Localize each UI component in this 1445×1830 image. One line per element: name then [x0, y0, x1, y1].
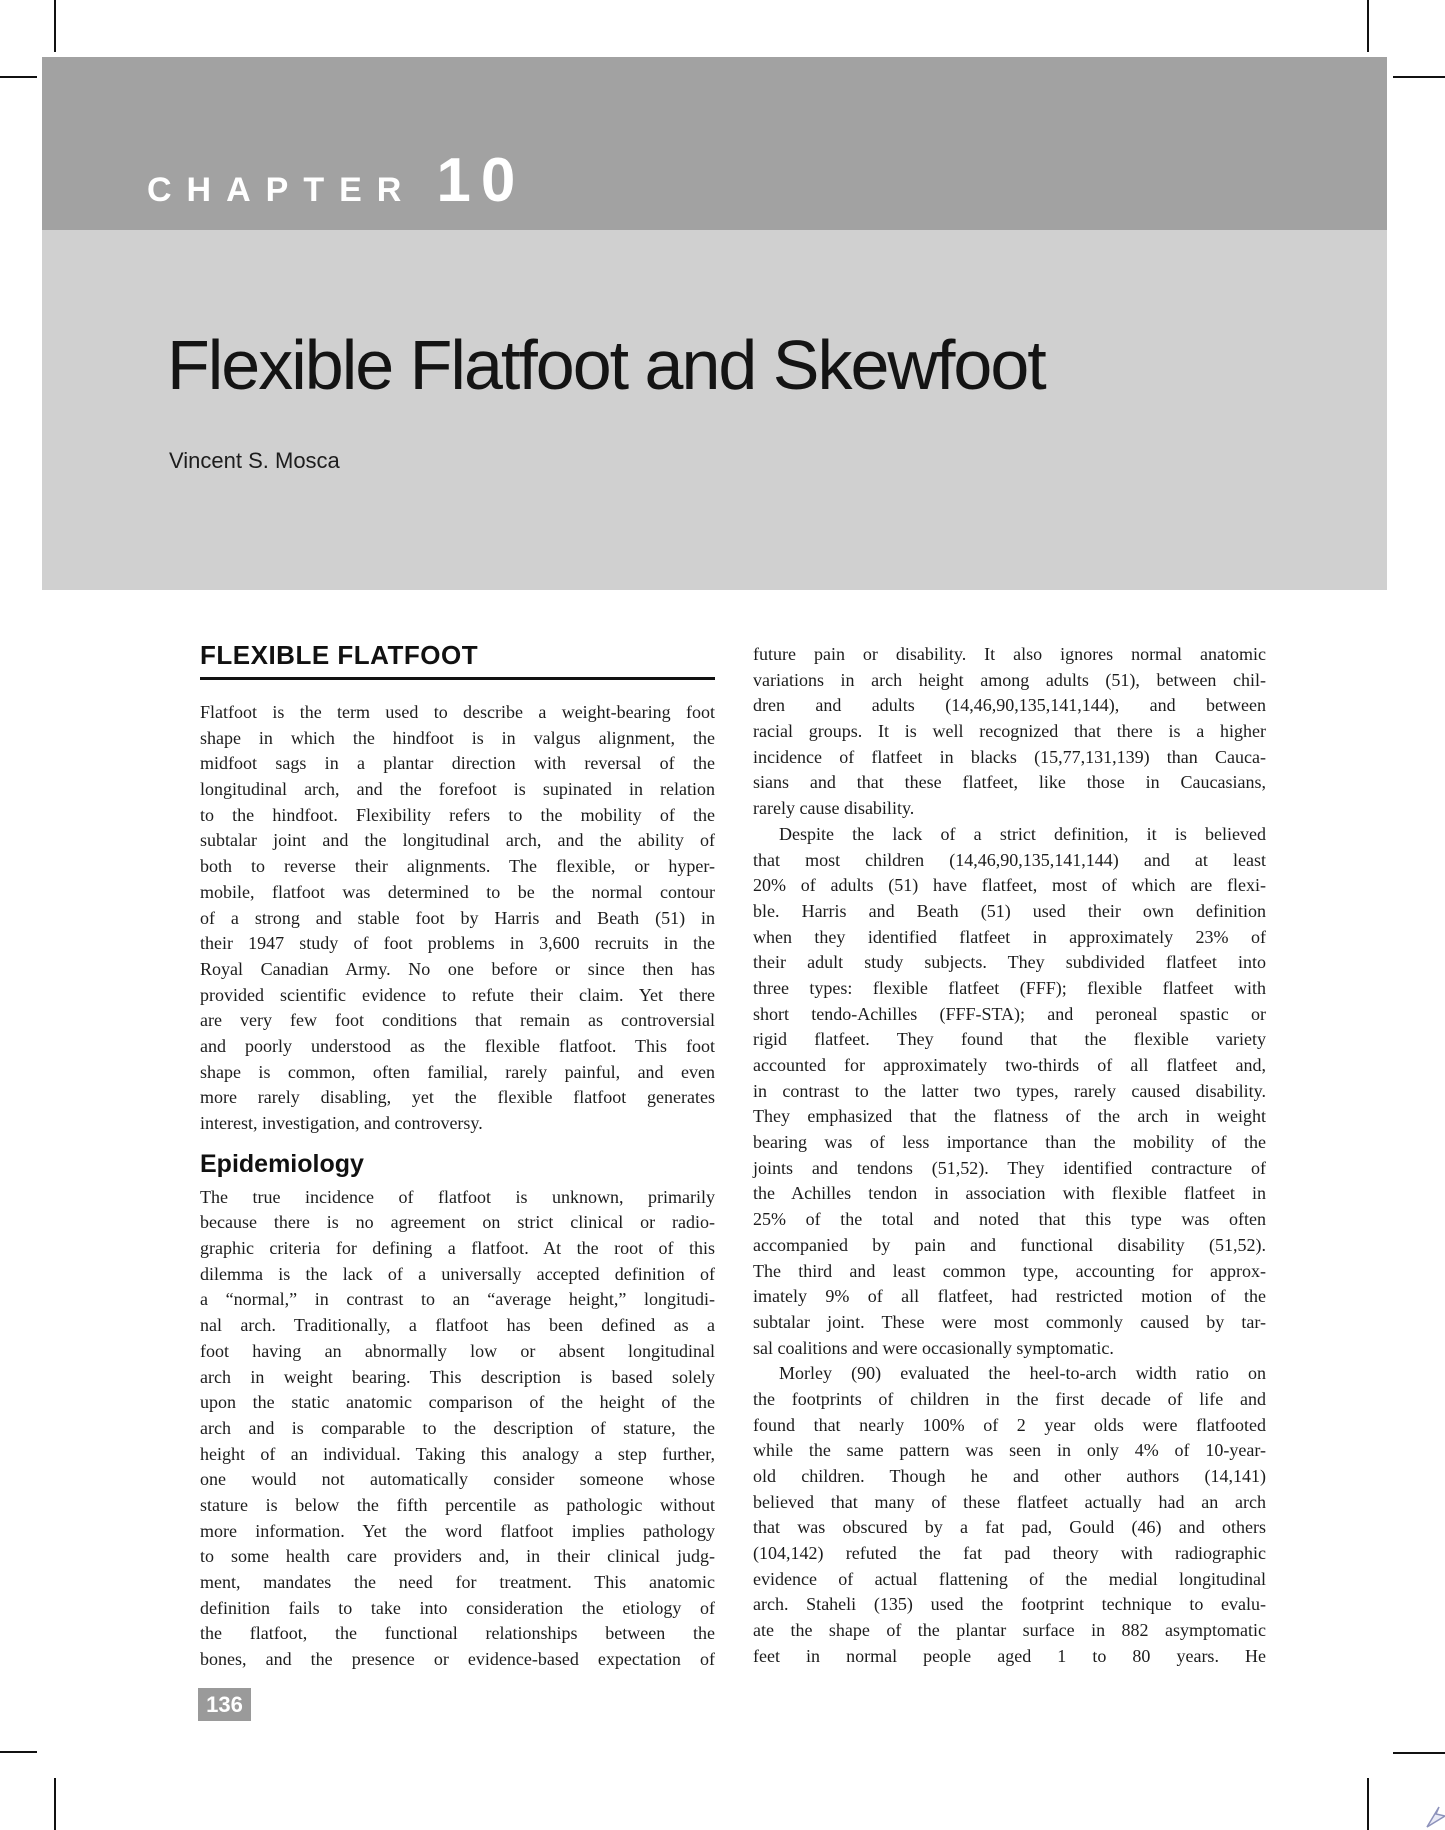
text-line: to the hindfoot. Flexibility refers to the mobility of the: [200, 804, 715, 825]
text-line: (104,142) refuted the fat pad theory with radiographic: [753, 1543, 1266, 1564]
text-line: more information. Yet the word flatfoot implies pathology: [200, 1520, 715, 1541]
crop-mark-top-right-vertical: [1367, 0, 1369, 52]
text-line: 25% of the total and noted that this type was often: [753, 1209, 1266, 1230]
text-line: They emphasized that the flatness of the arch in weight: [753, 1106, 1266, 1127]
chapter-label: CHAPTER: [147, 171, 417, 209]
chapter-author: Vincent S. Mosca: [169, 448, 340, 473]
text-line: longitudinal arch, and the forefoot is supinated in relation: [200, 779, 715, 800]
text-line: evidence of actual flattening of the medial longitudinal: [753, 1568, 1266, 1589]
text-line: bones, and the presence or evidence-based expectation of: [200, 1649, 715, 1670]
text-line: sal coalitions and were occasionally symptomatic.: [753, 1337, 1114, 1358]
text-line: dren and adults (14,46,90,135,141,144), and between: [753, 695, 1266, 716]
crop-mark-top-left-vertical: [54, 0, 56, 52]
text-line: 20% of adults (51) have flatfeet, most of which are flexi-: [753, 875, 1266, 896]
text-line: imately 9% of all flatfeet, had restricted motion of the: [753, 1286, 1266, 1307]
text-line: a “normal,” in contrast to an “average height,” longitudi-: [200, 1289, 715, 1310]
text-line: feet in normal people aged 1 to 80 years. He: [753, 1645, 1266, 1666]
title-band: [42, 230, 1387, 590]
right-column: [753, 640, 1266, 1673]
right-column-paragraphs: [753, 642, 1266, 1670]
text-line: when they identified flatfeet in approximately 23% of: [753, 926, 1266, 947]
crop-mark-bottom-left-vertical: [54, 1778, 56, 1830]
text-line: future pain or disability. It also ignores normal anatomic: [753, 644, 1266, 664]
text-line: upon the static anatomic comparison of the height of the: [200, 1392, 715, 1413]
chapter-heading: [147, 145, 525, 216]
text-line: The true incidence of flatfoot is unknown, primarily: [200, 1186, 715, 1207]
text-line: height of an individual. Taking this analogy a step further,: [200, 1443, 715, 1464]
text-line: variations in arch height among adults (51), between chil-: [753, 669, 1266, 690]
text-line: racial groups. It is well recognized that there is a higher: [753, 721, 1266, 742]
text-line: and poorly understood as the flexible flatfoot. This foot: [200, 1035, 715, 1056]
text-line: nal arch. Traditionally, a flatfoot has been defined as a: [200, 1315, 715, 1336]
text-line: subtalar joint and the longitudinal arch, and the ability of: [200, 830, 715, 851]
text-line: subtalar joint. These were most commonly caused by tar-: [753, 1311, 1266, 1332]
text-line: are very few foot conditions that remain as controversial: [200, 1010, 715, 1031]
text-line: bearing was of less importance than the mobility of the: [753, 1132, 1266, 1153]
crop-mark-top-right-horizontal: [1393, 76, 1445, 78]
text-line: short tendo-Achilles (FFF-STA); and peroneal spastic or: [753, 1003, 1266, 1024]
crop-mark-bottom-left-horizontal: [0, 1751, 37, 1753]
text-line: to some health care providers and, in their clinical judg-: [200, 1546, 715, 1567]
text-line: ate the shape of the plantar surface in 882 asymptomatic: [753, 1620, 1266, 1641]
text-line: ment, mandates the need for treatment. This anatomic: [200, 1572, 715, 1592]
text-line: both to reverse their alignments. The flexible, or hyper-: [200, 856, 715, 877]
text-line: Despite the lack of a strict definition, it is believed: [779, 823, 1266, 844]
text-line: interest, investigation, and controversy.: [200, 1113, 483, 1133]
text-line: the Achilles tendon in association with flexible flatfeet in: [753, 1183, 1266, 1204]
text-line: shape is common, often familial, rarely painful, and even: [200, 1061, 715, 1082]
text-line: arch and is comparable to the description of stature, the: [200, 1417, 715, 1438]
crop-mark-top-left-horizontal: [0, 76, 37, 78]
chapter-number: 10: [436, 146, 526, 215]
text-line: one would not automatically consider someone whose: [200, 1469, 715, 1490]
text-line: Morley (90) evaluated the heel-to-arch width ratio on: [779, 1363, 1266, 1384]
text-line: arch. Staheli (135) used the footprint technique to evalu-: [753, 1594, 1266, 1615]
text-line: while the same pattern was seen in only 4% of 10-year-: [753, 1440, 1266, 1461]
left-column-epidemiology-paragraph: [200, 1185, 715, 1673]
text-line: the footprints of children in the first decade of life and: [753, 1388, 1266, 1409]
text-line: ble. Harris and Beath (51) used their own definition: [753, 900, 1266, 921]
text-line: found that nearly 100% of 2 year olds were flatfooted: [753, 1414, 1266, 1435]
text-line: that most children (14,46,90,135,141,144) and at least: [753, 849, 1266, 870]
section-heading-flexible-flatfoot: FLEXIBLE FLATFOOT: [200, 640, 715, 680]
text-line: their adult study subjects. They subdivided flatfeet into: [753, 952, 1266, 973]
text-line: mobile, flatfoot was determined to be the normal contour: [200, 881, 715, 902]
text-line: definition fails to take into consideration the etiology of: [200, 1597, 715, 1618]
text-line: accounted for approximately two-thirds of all flatfeet and,: [753, 1055, 1266, 1075]
text-line: stature is below the fifth percentile as pathologic without: [200, 1494, 715, 1515]
text-line: midfoot sags in a plantar direction with reversal of the: [200, 753, 715, 774]
text-line: the flatfoot, the functional relationships between the: [200, 1623, 715, 1644]
text-line: sians and that these flatfeet, like those in Caucasians,: [753, 772, 1266, 793]
text-line: accompanied by pain and functional disability (51,52).: [753, 1234, 1266, 1255]
text-line: The third and least common type, accounting for approx-: [753, 1260, 1266, 1281]
text-line: provided scientific evidence to refute their claim. Yet there: [200, 984, 715, 1005]
text-line: old children. Though he and other authors (14,141): [753, 1466, 1266, 1486]
text-line: joints and tendons (51,52). They identified contracture of: [753, 1157, 1266, 1178]
text-line: rigid flatfeet. They found that the flexible variety: [753, 1029, 1266, 1050]
text-line: arch in weight bearing. This description is based solely: [200, 1366, 715, 1387]
page-number-badge: 136: [198, 1688, 251, 1721]
text-line: three types: flexible flatfeet (FFF); flexible flatfeet with: [753, 977, 1266, 998]
mouse-cursor-icon: [1424, 1806, 1445, 1830]
crop-mark-bottom-right-vertical: [1367, 1778, 1369, 1830]
text-line: that was obscured by a fat pad, Gould (46) and others: [753, 1517, 1266, 1538]
text-line: rarely cause disability.: [753, 798, 915, 819]
text-line: believed that many of these flatfeet actually had an arch: [753, 1491, 1266, 1512]
left-column: [200, 640, 715, 1673]
text-line: foot having an abnormally low or absent longitudinal: [200, 1340, 715, 1361]
text-line: Flatfoot is the term used to describe a weight-bearing foot: [200, 702, 715, 722]
chapter-title: Flexible Flatfoot and Skewfoot: [167, 326, 1045, 404]
text-line: shape in which the hindfoot is in valgus alignment, the: [200, 727, 715, 748]
text-line: of a strong and stable foot by Harris and Beath (51) in: [200, 907, 715, 928]
left-column-intro-paragraph: [200, 700, 715, 1137]
chapter-banner: [42, 57, 1387, 230]
text-line: dilemma is the lack of a universally accepted definition of: [200, 1263, 715, 1284]
text-line: graphic criteria for defining a flatfoot. At the root of this: [200, 1238, 715, 1259]
subsection-heading-epidemiology: Epidemiology: [200, 1149, 364, 1178]
crop-mark-bottom-right-horizontal: [1393, 1752, 1445, 1754]
text-line: more rarely disabling, yet the flexible flatfoot generates: [200, 1087, 715, 1108]
text-line: incidence of flatfeet in blacks (15,77,131,139) than Cauca-: [753, 746, 1266, 767]
body-content: [200, 640, 1266, 1673]
text-line: their 1947 study of foot problems in 3,600 recruits in the: [200, 933, 715, 954]
text-line: because there is no agreement on strict clinical or radio-: [200, 1212, 715, 1233]
text-line: Royal Canadian Army. No one before or since then has: [200, 958, 715, 979]
text-line: in contrast to the latter two types, rarely caused disability.: [753, 1080, 1266, 1101]
